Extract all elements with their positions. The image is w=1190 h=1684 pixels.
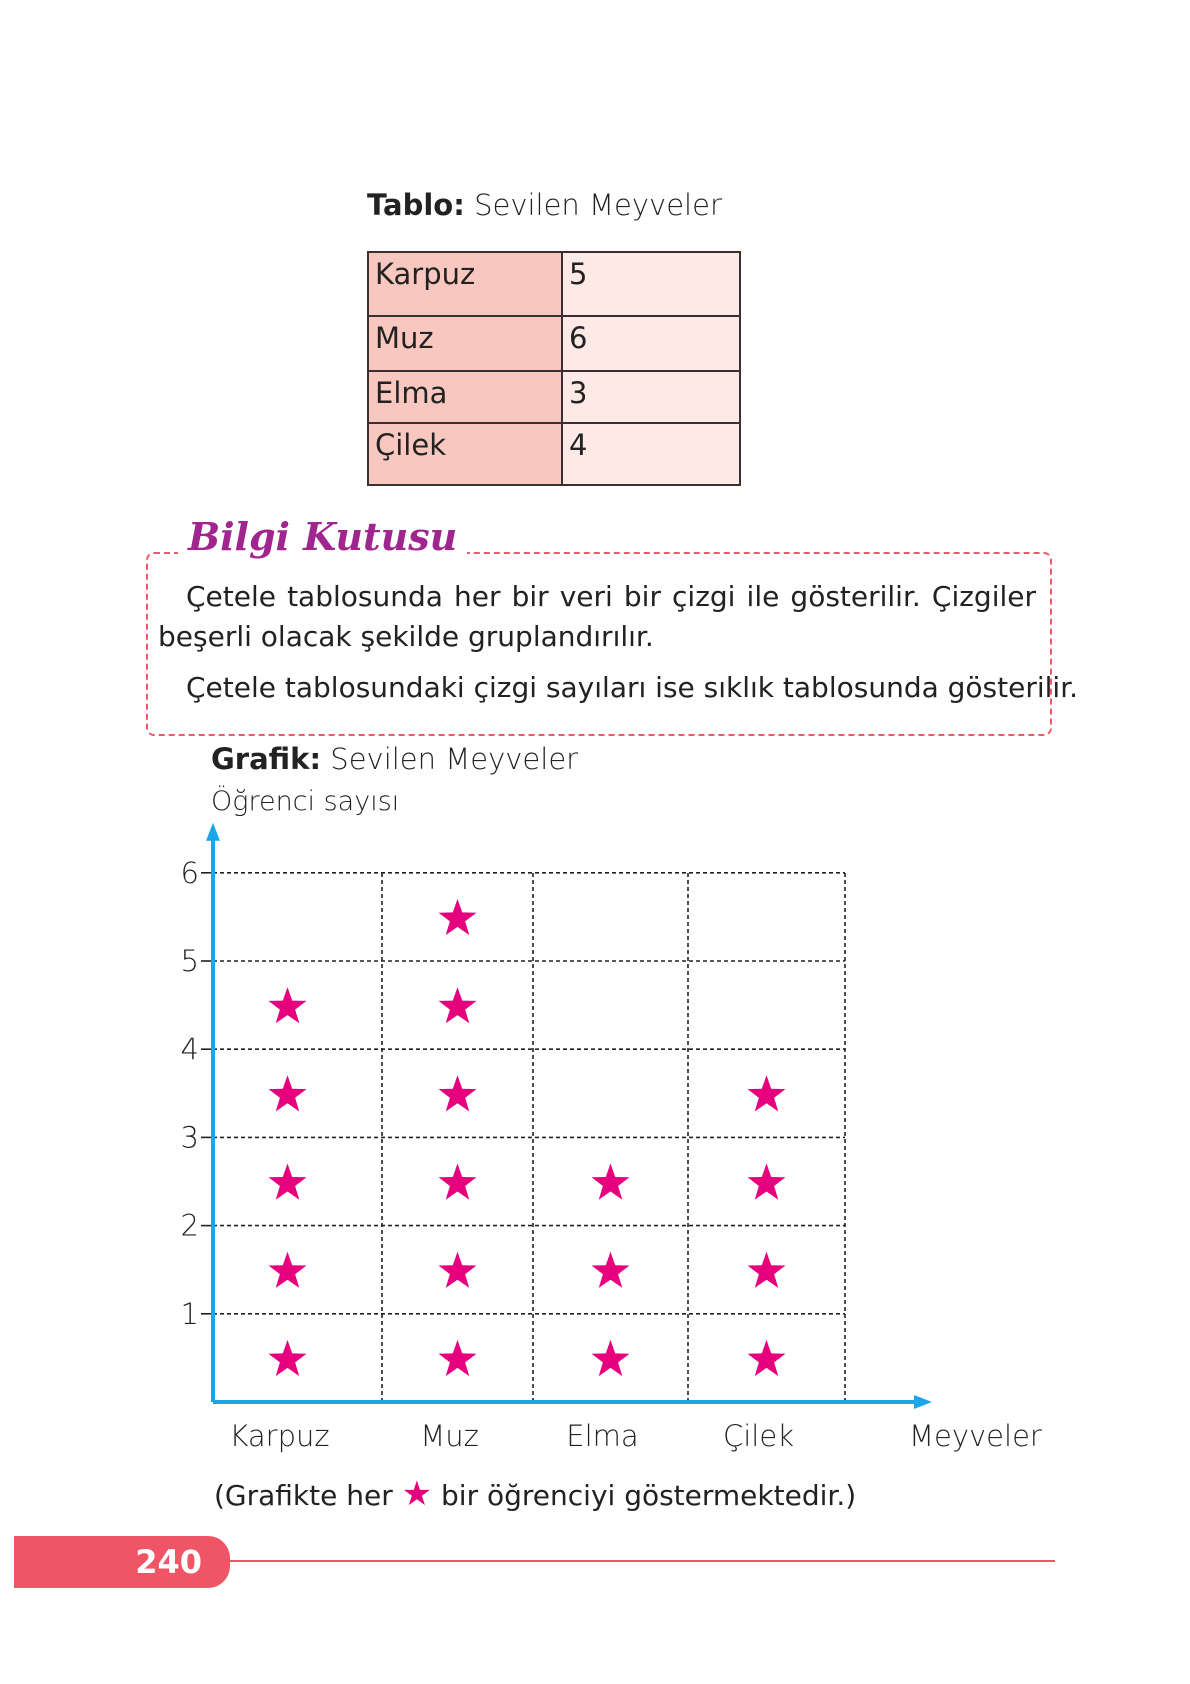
- x-tick-label: Muz: [420, 1419, 479, 1453]
- star-mark: [592, 1340, 630, 1376]
- count-cell: 6: [562, 316, 740, 371]
- y-tick-label: 5: [180, 944, 199, 978]
- star-mark: [439, 1340, 477, 1376]
- fruit-cell: Muz: [368, 316, 562, 371]
- page-number-tab: [14, 1536, 230, 1588]
- star-mark: [269, 1164, 307, 1200]
- info-box-title: Bilgi Kutusu: [178, 514, 467, 559]
- x-axis-arrow-icon: [914, 1395, 932, 1409]
- y-tick-label: 6: [180, 855, 199, 890]
- x-tick-label: Çilek: [723, 1419, 794, 1453]
- star-mark: [269, 987, 307, 1023]
- star-mark: [748, 1164, 786, 1200]
- star-mark: [269, 1252, 307, 1288]
- star-mark: [269, 1340, 307, 1376]
- star-mark: [439, 899, 477, 935]
- table-title-text: Sevilen Meyveler: [474, 188, 722, 222]
- y-tick-label: 4: [180, 1032, 199, 1067]
- star-mark: [439, 987, 477, 1023]
- page-number: 240: [135, 1543, 202, 1581]
- chart-title-text: Sevilen Meyveler: [330, 742, 579, 776]
- y-tick-label: 2: [180, 1208, 199, 1243]
- star-icon: ★: [401, 1474, 433, 1514]
- note-text: bir öğrenciyi göstermektedir.): [441, 1479, 857, 1512]
- info-text-line: beşerli olacak şekilde gruplandırılır.: [158, 620, 654, 653]
- info-text-line: Çetele tablosunda her bir veri bir çizgi ile gösterilir. Çizgiler: [186, 580, 1036, 613]
- star-mark: [748, 1252, 786, 1288]
- chart-note: [214, 1474, 856, 1514]
- star-mark: [592, 1252, 630, 1288]
- x-tick-label: Karpuz: [229, 1419, 330, 1453]
- x-axis-label: Meyveler: [909, 1419, 1042, 1453]
- count-cell: 4: [562, 423, 740, 485]
- y-tick-label: 1: [180, 1296, 199, 1331]
- info-text-line: Çetele tablosundaki çizgi sayıları ise sıklık tablosunda gösterilir.: [186, 671, 1079, 704]
- y-axis-label: Öğrenci sayısı: [211, 786, 400, 817]
- star-mark: [439, 1252, 477, 1288]
- star-mark: [269, 1075, 307, 1111]
- fruit-cell: Çilek: [368, 423, 562, 485]
- count-cell: 5: [562, 252, 740, 316]
- count-cell: 3: [562, 371, 740, 423]
- x-tick-label: Elma: [566, 1419, 639, 1453]
- chart-title-label: Grafik:: [211, 742, 322, 776]
- footer-divider: [230, 1560, 1055, 1562]
- star-mark: [439, 1075, 477, 1111]
- star-mark: [748, 1075, 786, 1111]
- fruit-cell: Elma: [368, 371, 562, 423]
- y-axis-arrow-icon: [206, 823, 220, 841]
- note-text: (Grafikte her: [214, 1479, 393, 1512]
- star-mark: [439, 1164, 477, 1200]
- table-title-label: Tablo:: [367, 188, 465, 222]
- fruit-cell: Karpuz: [368, 252, 562, 316]
- star-mark: [592, 1164, 630, 1200]
- y-tick-label: 3: [180, 1120, 199, 1155]
- star-mark: [748, 1340, 786, 1376]
